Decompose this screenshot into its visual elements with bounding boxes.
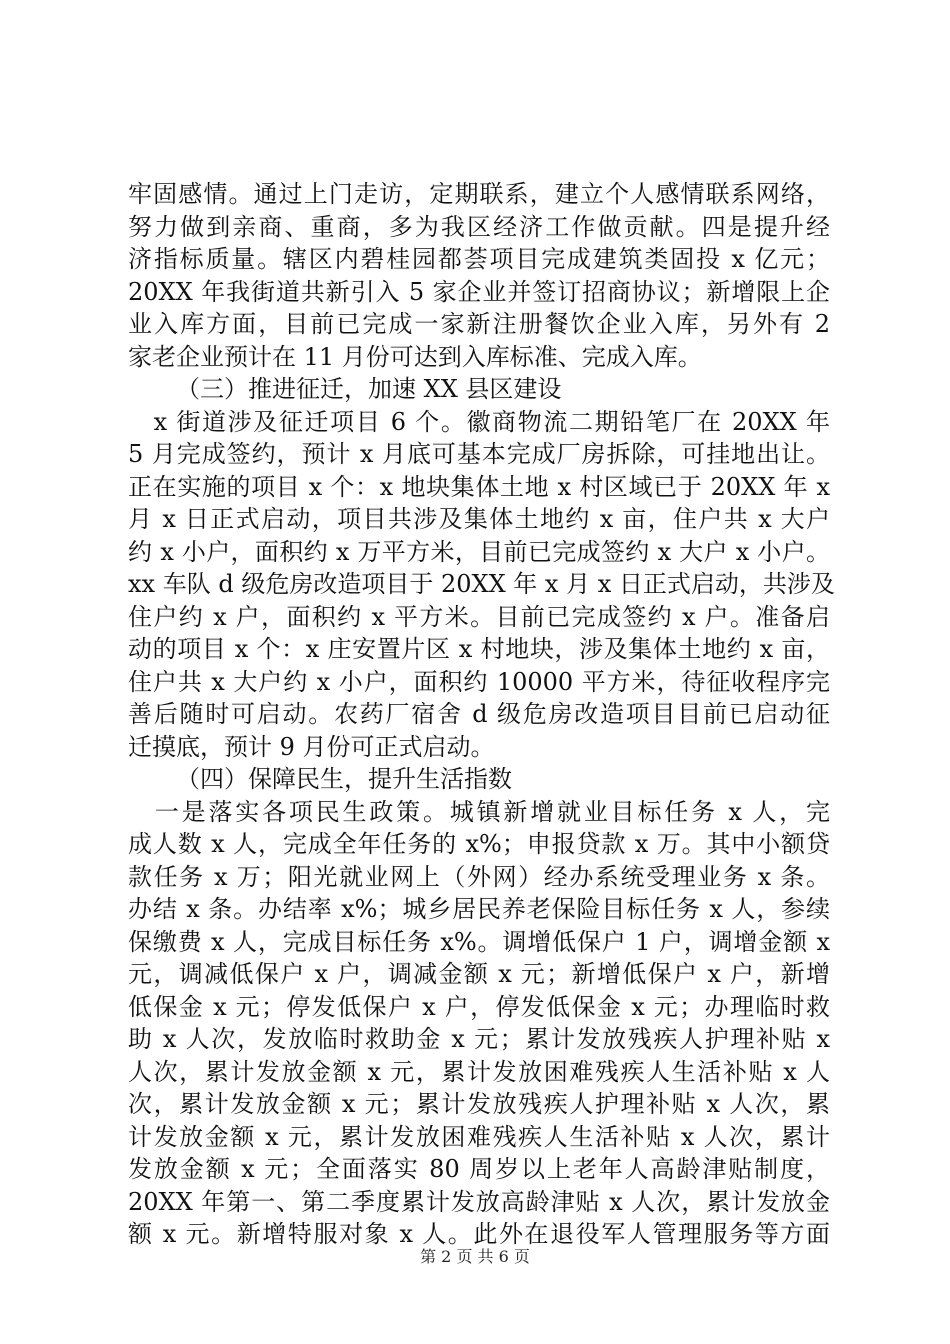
text-line: 次，累计发放金额 x 元；累计发放残疾人护理补贴 x 人次，累 [128, 1090, 830, 1118]
text-line: 保缴费 x 人，完成目标任务 x%。调增低保户 1 户，调增金额 x [128, 927, 830, 956]
text-line: 动的项目 x 个：x 庄安置片区 x 村地块，涉及集体土地约 x 亩， [128, 635, 830, 663]
page-footer: 第 2 页 共 6 页 [420, 1247, 530, 1266]
text-line: 牢固感情。通过上门走访，定期联系，建立个人感情联系网络， [128, 180, 830, 208]
text-line: 款任务 x 万；阳光就业网上（外网）经办系统受理业务 x 条。 [128, 862, 830, 891]
text-line: 住户约 x 户，面积约 x 平方米。目前已完成签约 x 户。准备启 [128, 602, 830, 631]
text-line: 正在实施的项目 x 个：x 地块集体土地 x 村区域已于 20XX 年 x [128, 472, 830, 501]
text-line: 约 x 小户，面积约 x 万平方米，目前已完成签约 x 大户 x 小户。 [128, 537, 830, 566]
text-line: 低保金 x 元；停发低保户 x 户，停发低保金 x 元；办理临时救 [128, 992, 830, 1021]
text-line: 家老企业预计在 11 月份可达到入库标准、完成入库。 [128, 342, 702, 371]
text-line: 善后随时可启动。农药厂宿舍 d 级危房改造项目目前已启动征 [128, 700, 830, 728]
text-line: 办结 x 条。办结率 x%；城乡居民养老保险目标任务 x 人，参续 [128, 895, 830, 923]
text-line: 助 x 人次，发放临时救助金 x 元；累计发放残疾人护理补贴 x [128, 1025, 830, 1053]
text-line: 额 x 元。新增特服对象 x 人。此外在退役军人管理服务等方面 [128, 1220, 830, 1248]
text-line: 发放金额 x 元；全面落实 80 周岁以上老年人高龄津贴制度， [128, 1155, 830, 1183]
section-heading: （三）推进征迁，加速 XX 县区建设 [176, 375, 562, 403]
text-line: 济指标质量。辖区内碧桂园都荟项目完成建筑类固投 x 亿元； [128, 245, 830, 273]
text-line: 20XX 年我街道共新引入 5 家企业并签订招商协议；新增限上企 [128, 277, 830, 306]
text-line: 5 月完成签约，预计 x 月底可基本完成厂房拆除，可挂地出让。 [128, 440, 830, 468]
text-line: x 街道涉及征迁项目 6 个。徽商物流二期铅笔厂在 20XX 年 [128, 407, 830, 436]
text-line: 业入库方面，目前已完成一家新注册餐饮企业入库，另外有 2 [128, 310, 830, 338]
document-body [128, 178, 835, 1251]
text-line: 努力做到亲商、重商，多为我区经济工作做贡献。四是提升经 [128, 212, 830, 241]
text-line: 成人数 x 人，完成全年任务的 x%；申报贷款 x 万。其中小额贷 [128, 830, 830, 858]
text-line: 人次，累计发放金额 x 元，累计发放困难残疾人生活补贴 x 人 [128, 1057, 830, 1086]
text-line: 迁摸底，预计 9 月份可正式启动。 [128, 732, 495, 761]
text-line: 元，调减低保户 x 户，调减金额 x 元；新增低保户 x 户，新增 [128, 960, 830, 988]
text-line: 计发放金额 x 元，累计发放困难残疾人生活补贴 x 人次，累计 [128, 1122, 830, 1151]
text-line: 一是落实各项民生政策。城镇新增就业目标任务 x 人，完 [128, 797, 830, 826]
text-line: 20XX 年第一、第二季度累计发放高龄津贴 x 人次，累计发放金 [128, 1187, 830, 1216]
text-line: xx 车队 d 级危房改造项目于 20XX 年 x 月 x 日正式启动，共涉及 [128, 570, 835, 598]
section-heading: （四）保障民生，提升生活指数 [176, 765, 512, 793]
text-line: 月 x 日正式启动，项目共涉及集体土地约 x 亩，住户共 x 大户 [128, 505, 830, 533]
text-line: 住户共 x 大户约 x 小户，面积约 10000 平方米，待征收程序完 [128, 667, 830, 696]
